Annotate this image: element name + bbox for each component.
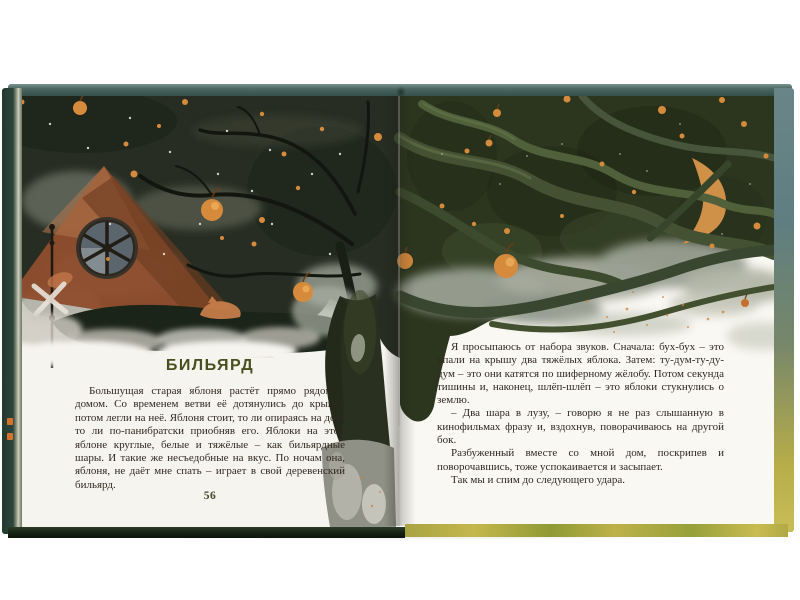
- book-bottom-edge-right: [405, 524, 788, 537]
- book-bottom-edge-left: [8, 527, 405, 538]
- paragraph: Так мы и спим до следующего удара.: [451, 473, 626, 486]
- left-page-text-block: [75, 357, 345, 492]
- book-right-cover-edge: [774, 88, 794, 532]
- left-page-body: [75, 385, 345, 492]
- paragraph: Я просыпаюсь от набора звуков. Сначала: бух-бух – это упали на крышу два тяжёлых яблока. Затем: ту-дум-ту-ду-дум – это они катятся по шиферному жёлобу. Потом секунда тишины и, наконец, шлёп-шлёп – это яблоки стукнулись о землю.: [437, 341, 724, 407]
- right-page-text-block: [437, 341, 724, 487]
- round-attic-window: [76, 217, 138, 279]
- paragraph: Большущая старая яблоня растёт прямо рядом с домом. Со временем ветви её дотянулись до крыши, потом легли на неё. Яблоня стоит, то ли опираясь на дом, то ли по-панибратски приобняв его. Яблоки на этой яблоне круглые, белые и тяжёлые – как бильярдные шары. И такие же несъедобные на вкус. По ночам она, яблоня, не даёт мне спать – играет в свой деревенский бильярд.: [75, 385, 345, 491]
- page-number: 56: [203, 490, 217, 502]
- gutter-shadow: [384, 96, 416, 526]
- orange-page-marker: [7, 433, 13, 440]
- paragraph: Разбуженный вместе со мной дом, поскрипев и поворочавшись, тоже успокаивается и засыпает.: [437, 447, 724, 473]
- paragraph: – Два шара в лузу, – говорю я не раз слышанную в кинофильмах фразу и, вздохнув, поворачиваюсь на другой бок.: [437, 407, 724, 447]
- book-left-cover-edge: [2, 88, 22, 534]
- chapter-title: БИЛЬЯРД: [165, 357, 255, 374]
- orange-page-marker: [7, 418, 13, 425]
